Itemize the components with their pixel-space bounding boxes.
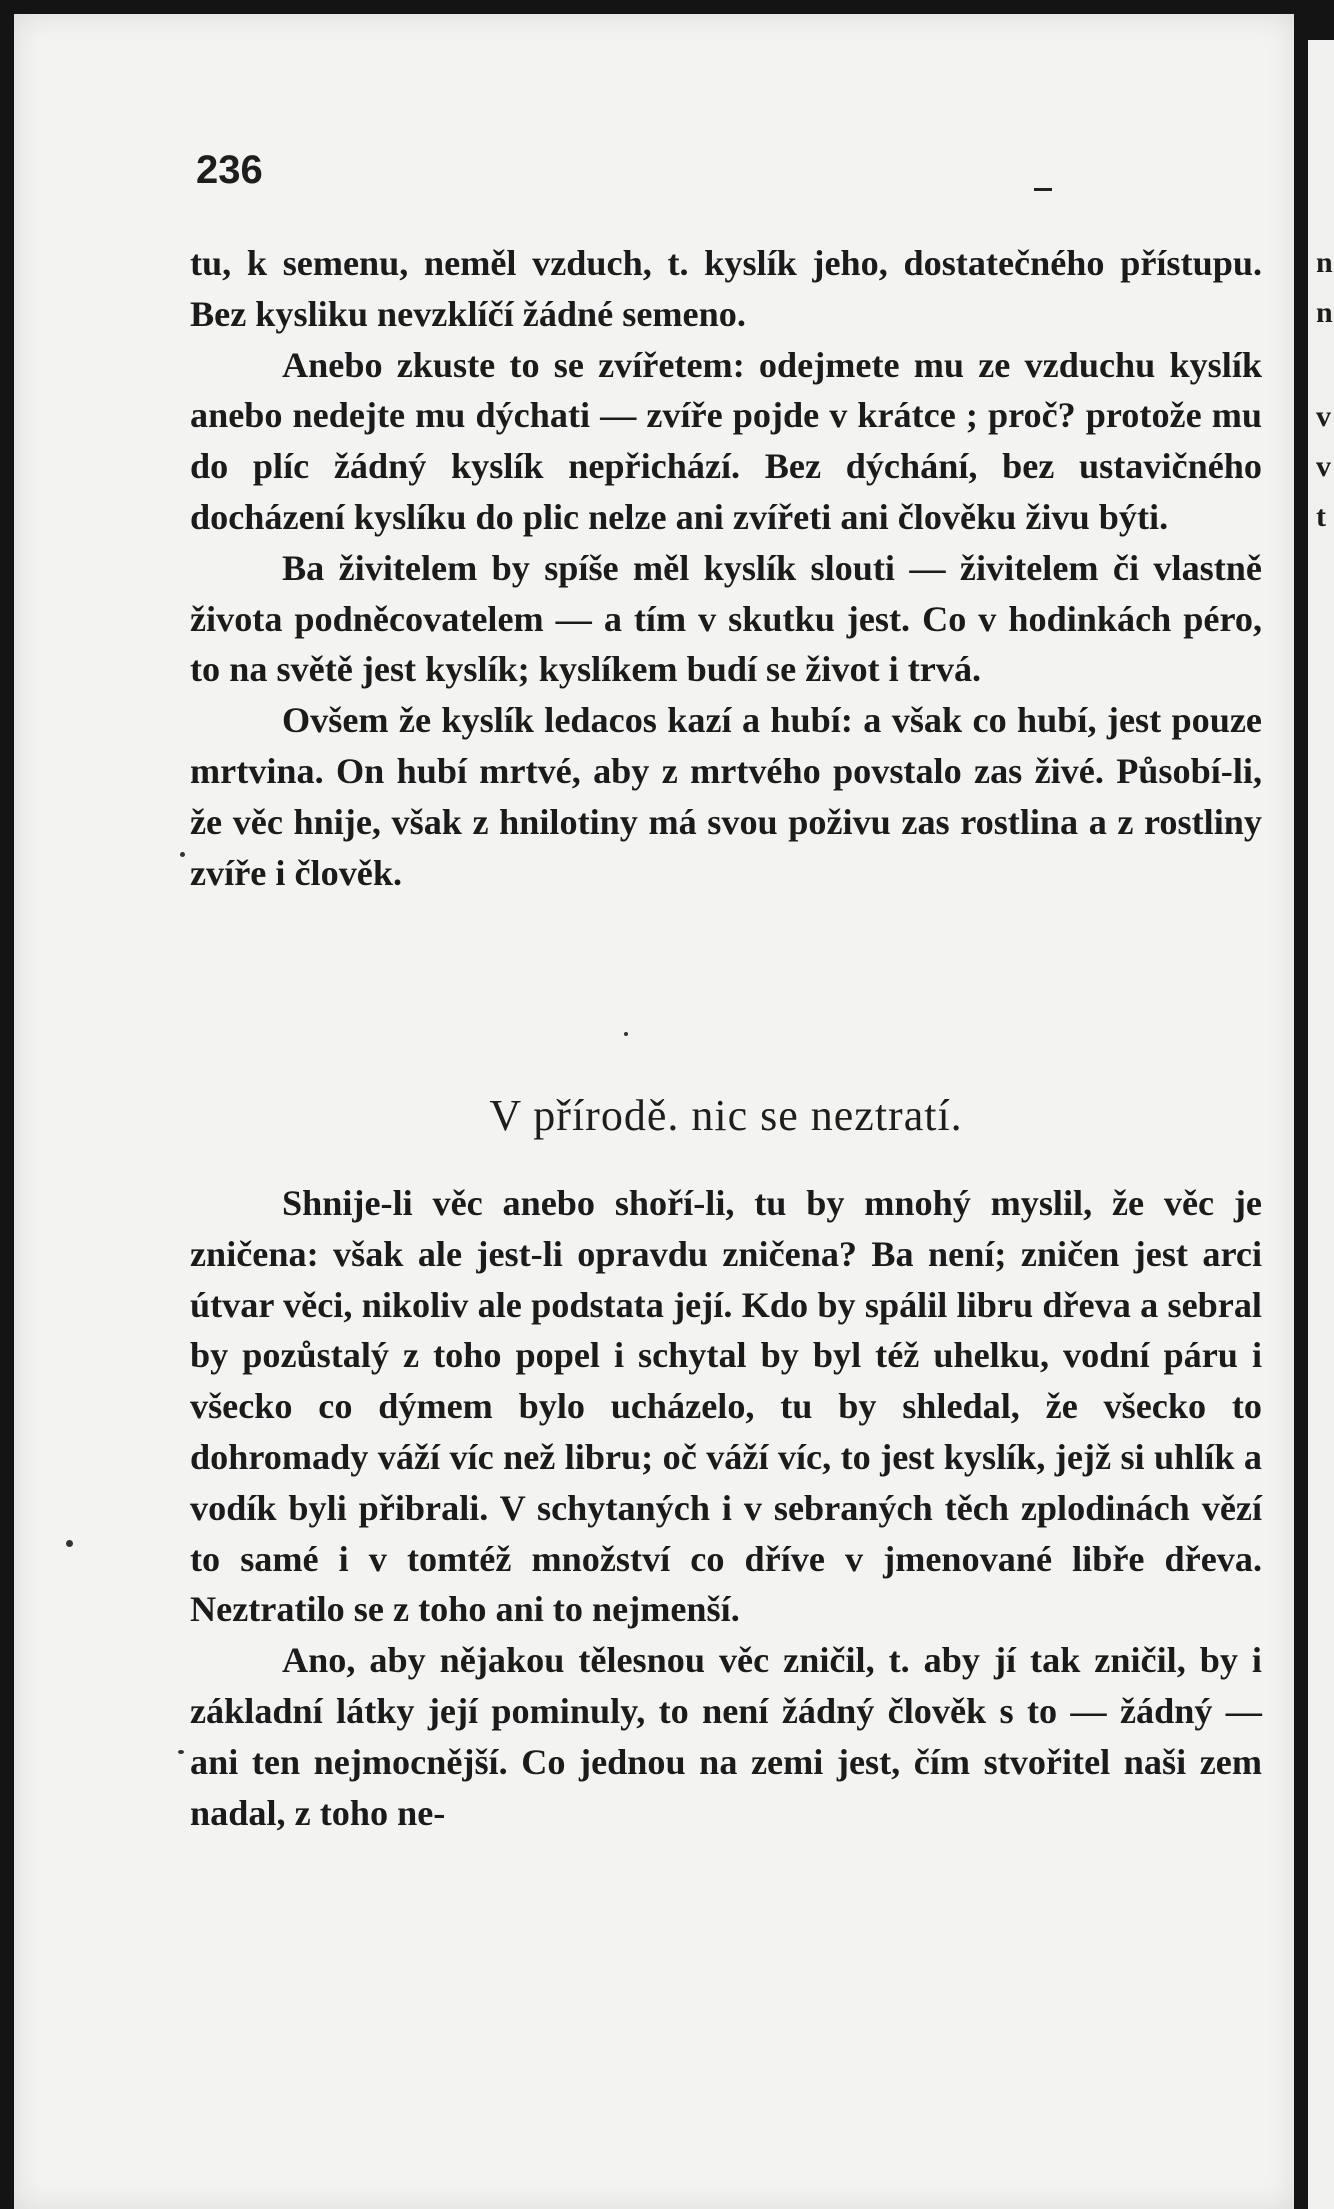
page-number: 236 xyxy=(196,148,263,192)
scan-speck xyxy=(624,1032,628,1036)
adjacent-page-letter: v xyxy=(1316,400,1331,433)
paragraph: Ovšem že kyslík ledacos kazí a hubí: a však co hubí, jest pouze mrtvina. On hubí mrtvé, aby z mrtvého povstalo zas živé. Působí-li, že věc hnije, však z hnilotiny má svou poživu zas rostlina a z rostliny zvíře i člověk. xyxy=(190,700,1262,893)
adjacent-page-letter: v xyxy=(1316,450,1331,483)
section-heading: V přírodě. nic se neztratí. xyxy=(489,1091,963,1140)
scan-speck xyxy=(178,1750,184,1754)
body-text-after-heading xyxy=(190,1178,1262,1838)
adjacent-page-edge xyxy=(1308,40,1334,2209)
adjacent-page-letter: n xyxy=(1316,246,1333,279)
paragraph: Shnije-li věc anebo shoří-li, tu by mnohý myslil, že věc je zničena: však ale jest-li opravdu zničena? Ba není; zničen jest arci útvar věci, nikoliv ale podstata její. Kdo by spálil libru dřeva a sebral by pozůstalý z toho popel i schytal by byl též uhelku, vodní páru i všecko co dýmem bylo ucházelo, tu by shledal, že všecko to dohromady váží víc než libru; oč váží víc, to jest kyslík, jejž si uhlík a vodík byli přibrali. V schytaných i v sebraných těch zplodinách vězí to samé i v tomtéž množství co dříve v jmenované libře dřeva. Neztratilo se z toho ani to nejmenší. xyxy=(190,1183,1262,1630)
body-text-before-heading xyxy=(190,238,1262,898)
paragraph: Ba živitelem by spíše měl kyslík slouti — živitelem či vlastně života podněcovatelem — a tím v skutku jest. Co v hodinkách péro, to na světě jest kyslík; kyslíkem budí se život i trvá. xyxy=(190,547,1262,690)
paragraph: Anebo zkuste to se zvířetem: odejmete mu ze vzduchu kyslík anebo nedejte mu dýchati — zvíře pojde v krátce ; proč? protože mu do plíc žádný kyslík nepřichází. Bez dýchání, bez ustavičného docházení kyslíku do plic nelze ani zvířeti ani člověku živu býti. xyxy=(190,344,1262,537)
adjacent-page-letter: t xyxy=(1316,500,1326,533)
print-mark xyxy=(1034,188,1052,191)
scan-speck xyxy=(180,852,185,857)
adjacent-page-letter: n xyxy=(1316,296,1333,329)
paragraph: tu, k semenu, neměl vzduch, t. kyslík jeho, dostatečného přístupu. Bez kysliku nevzklíčí žádné semeno. xyxy=(190,243,1262,334)
paragraph: Ano, aby nějakou tělesnou věc zničil, t. aby jí tak zničil, by i základní látky její pominuly, to není žádný člověk s to — žádný — ani ten nejmocnější. Co jednou na zemi jest, čím stvořitel naši zem nadal, z toho ne- xyxy=(190,1640,1262,1833)
scan-speck xyxy=(66,1540,73,1547)
